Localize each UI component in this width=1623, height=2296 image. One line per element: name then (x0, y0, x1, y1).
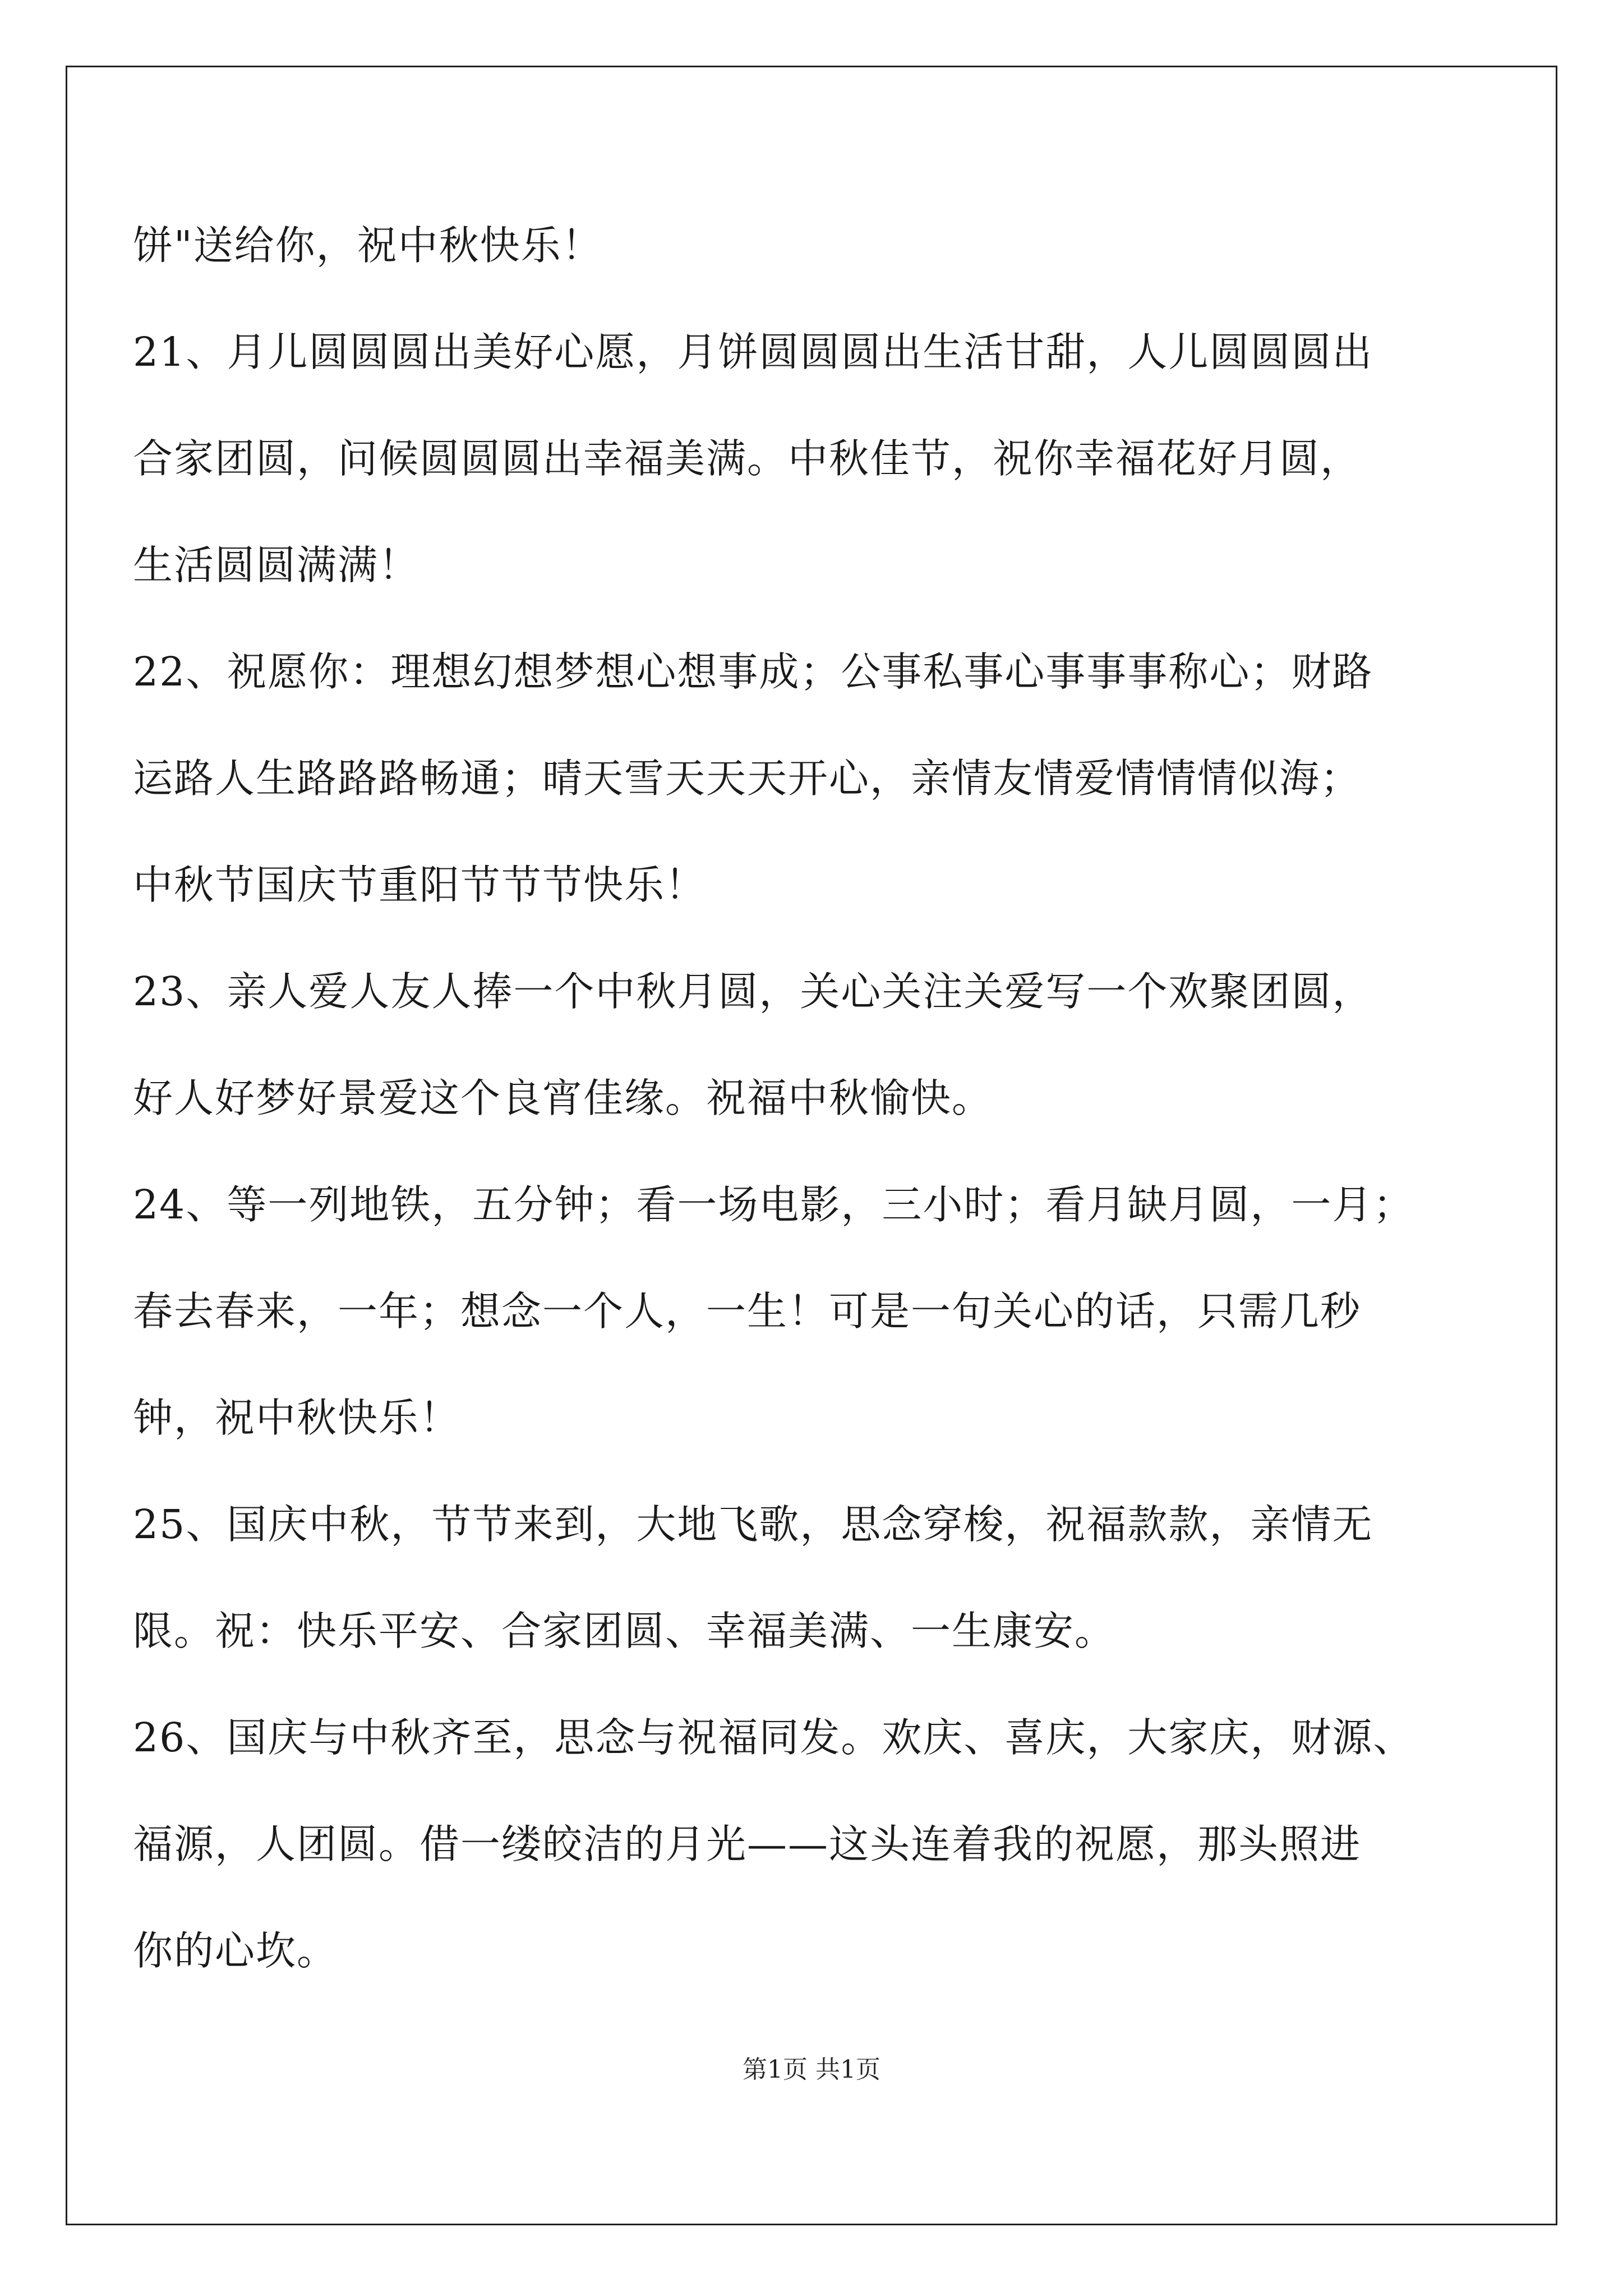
text-line: 23、亲人爱人友人捧一个中秋月圆，关心关注关爱写一个欢聚团圆， (133, 968, 1373, 1015)
text-line: 钟，祝中秋快乐！ (133, 1395, 461, 1441)
text-line: 25、国庆中秋，节节来到，大地飞歌，思念穿梭，祝福款款，亲情无 (133, 1501, 1373, 1548)
text-line: 春去春来，一年；想念一个人，一生！可是一句关心的话，只需几秒 (133, 1288, 1362, 1335)
text-line: 合家团圆，问候圆圆圆出幸福美满。中秋佳节，祝你幸福花好月圆， (133, 435, 1362, 482)
text-line: 限。祝：快乐平安、合家团圆、幸福美满、一生康安。 (133, 1608, 1116, 1654)
text-line: 好人好梦好景爱这个良宵佳缘。祝福中秋愉快。 (133, 1075, 993, 1121)
text-line: 26、国庆与中秋齐至，思念与祝福同发。欢庆、喜庆，大家庆，财源、 (133, 1714, 1414, 1761)
text-line: 饼"送给你，祝中秋快乐！ (133, 222, 603, 269)
text-line: 24、等一列地铁，五分钟；看一场电影，三小时；看月缺月圆，一月； (133, 1181, 1414, 1228)
text-line: 21、月儿圆圆圆出美好心愿，月饼圆圆圆出生活甘甜，人儿圆圆圆出 (133, 329, 1373, 375)
page-number-footer: 第1页 共1页 (743, 2055, 880, 2084)
document-body (133, 192, 1496, 2004)
text-line: 生活圆圆满满！ (133, 542, 420, 588)
text-line: 中秋节国庆节重阳节节节快乐！ (133, 862, 707, 908)
text-line: 你的心坎。 (133, 1927, 338, 1974)
text-line: 运路人生路路路畅通；晴天雪天天天开心，亲情友情爱情情情似海； (133, 755, 1362, 802)
text-line: 22、祝愿你：理想幻想梦想心想事成；公事私事心事事事称心；财路 (133, 648, 1373, 695)
text-line: 福源，人团圆。借一缕皎洁的月光——这头连着我的祝愿，那头照进 (133, 1821, 1362, 1867)
